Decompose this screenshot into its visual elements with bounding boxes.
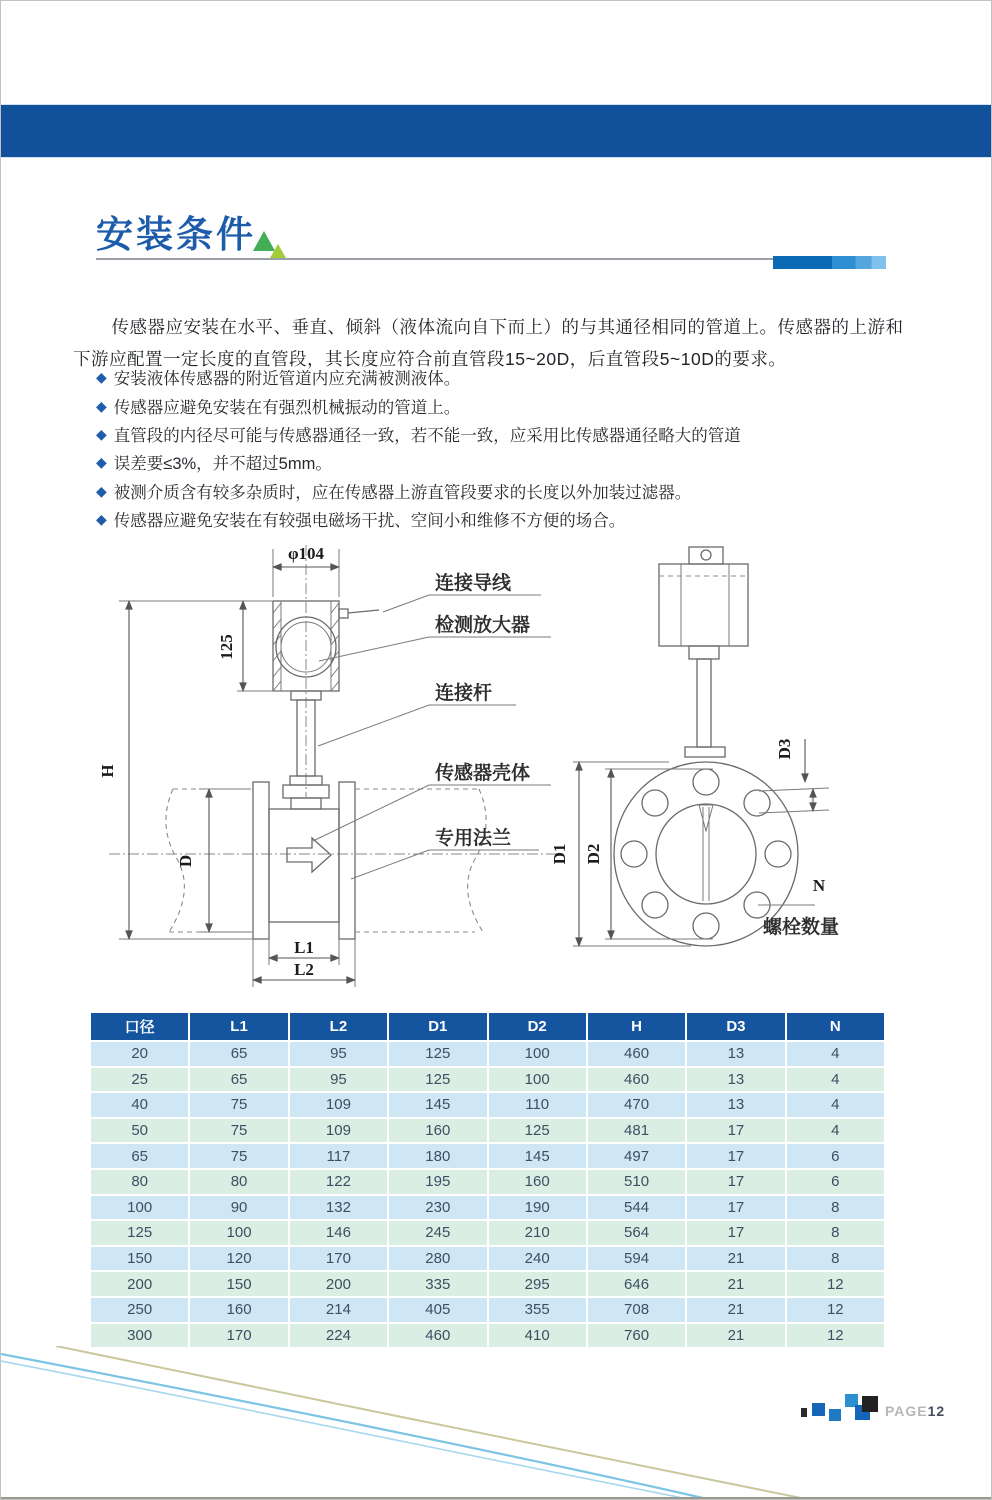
installation-diagram [91,539,906,994]
table-cell: 4 [787,1093,884,1117]
table-cell: 100 [190,1221,287,1245]
table-cell: 65 [91,1144,188,1168]
table-cell: 13 [687,1068,784,1092]
diamond-bullet-icon: ◆ [96,397,107,414]
table-cell: 8 [787,1247,884,1271]
dim-L1: L1 [294,938,314,957]
page-number: 12 [927,1403,946,1419]
table-cell: 355 [489,1298,586,1322]
table-cell: 6 [787,1170,884,1194]
label-detection-amplifier: 检测放大器 [435,615,531,636]
page-label: PAGE [885,1403,928,1419]
spec-table-head [91,1013,884,1040]
table-row [91,1324,884,1348]
column-header: D2 [489,1013,586,1040]
table-cell: 65 [190,1042,287,1066]
bullet-item [96,420,926,448]
header-row [91,1013,884,1040]
table-cell: 170 [290,1247,387,1271]
table-cell: 145 [489,1144,586,1168]
pixel-square-icon [829,1409,841,1421]
table-cell: 190 [489,1196,586,1220]
title-divider [96,258,774,260]
table-cell: 335 [389,1272,486,1296]
table-cell: 75 [190,1093,287,1117]
column-header: N [787,1013,884,1040]
table-cell: 8 [787,1221,884,1245]
table-cell: 100 [91,1196,188,1220]
table-cell: 120 [190,1247,287,1271]
table-cell: 122 [290,1170,387,1194]
table-cell: 470 [588,1093,685,1117]
table-cell: 17 [687,1119,784,1143]
table-cell: 510 [588,1170,685,1194]
table-cell: 145 [389,1093,486,1117]
bullet-item [96,448,926,476]
table-cell: 760 [588,1324,685,1348]
column-header: L1 [190,1013,287,1040]
table-cell: 564 [588,1221,685,1245]
table-cell: 125 [91,1221,188,1245]
bullet-text: 传感器应避免安装在有强烈机械振动的管道上。 [113,398,461,417]
table-cell: 405 [389,1298,486,1322]
table-cell: 240 [489,1247,586,1271]
table-cell: 160 [389,1119,486,1143]
label-connecting-rod: 连接杆 [435,683,493,704]
table-cell: 481 [588,1119,685,1143]
dim-D3: D3 [775,738,794,760]
intro-paragraph: 传感器应安装在水平、垂直、倾斜（液体流向自下而上）的与其通径相同的管道上。传感器的上游和下游应配置一定长度的直管段，其长度应符合前直管段15~20D，后直管段5~10D的要求。 [73,316,904,369]
table-cell: 17 [687,1170,784,1194]
dim-N: N [812,876,826,895]
table-cell: 109 [290,1093,387,1117]
table-cell: 12 [787,1298,884,1322]
table-cell: 117 [290,1144,387,1168]
table-cell: 75 [190,1144,287,1168]
table-row [91,1272,884,1296]
dim-125: 125 [217,634,236,660]
table-cell: 100 [489,1042,586,1066]
dim-phi104: φ104 [287,544,325,563]
bullet-text: 安装液体传感器的附近管道内应充满被测液体。 [113,370,461,389]
table-cell: 214 [290,1298,387,1322]
table-cell: 95 [290,1068,387,1092]
table-cell: 13 [687,1042,784,1066]
dim-L2: L2 [294,960,314,979]
section-title: 安装条件 [96,215,256,256]
top-blue-banner [1,104,991,158]
side-view-drawing [98,544,561,987]
pixel-square-icon [801,1408,807,1417]
table-cell: 21 [687,1298,784,1322]
table-cell: 110 [489,1093,586,1117]
dim-D: D [176,854,195,868]
label-connecting-wire: 连接导线 [435,573,512,594]
table-cell: 95 [290,1042,387,1066]
table-cell: 21 [687,1272,784,1296]
column-header: H [588,1013,685,1040]
bullet-item [96,505,926,533]
table-row [91,1068,884,1092]
table-cell: 90 [190,1196,287,1220]
bullet-item [96,363,926,391]
table-cell: 4 [787,1068,884,1092]
table-cell: 146 [290,1221,387,1245]
table-cell: 17 [687,1196,784,1220]
table-cell: 594 [588,1247,685,1271]
table-cell: 544 [588,1196,685,1220]
table-cell: 21 [687,1247,784,1271]
bullet-text: 直管段的内径尽可能与传感器通径一致，若不能一致，应采用比传感器通径略大的管道 [113,426,741,445]
table-cell: 300 [91,1324,188,1348]
spec-table [89,1011,886,1349]
diamond-bullet-icon: ◆ [96,482,107,499]
table-cell: 150 [190,1272,287,1296]
table-cell: 4 [787,1042,884,1066]
table-cell: 6 [787,1144,884,1168]
diamond-bullet-icon: ◆ [96,369,107,386]
table-cell: 497 [588,1144,685,1168]
diamond-bullet-icon: ◆ [96,454,107,471]
table-cell: 65 [190,1068,287,1092]
table-cell: 100 [489,1068,586,1092]
title-triangle-small-icon [270,244,286,258]
table-cell: 200 [290,1272,387,1296]
dim-H: H [98,764,117,778]
table-cell: 646 [588,1272,685,1296]
dim-D2: D2 [584,843,603,865]
table-row [91,1298,884,1322]
table-cell: 170 [190,1324,287,1348]
spec-table-body [91,1042,884,1347]
table-cell: 245 [389,1221,486,1245]
table-cell: 20 [91,1042,188,1066]
table-cell: 150 [91,1247,188,1271]
table-cell: 12 [787,1272,884,1296]
table-cell: 295 [489,1272,586,1296]
table-cell: 75 [190,1119,287,1143]
pixel-square-icon [862,1396,878,1412]
front-view-drawing [550,547,839,946]
table-cell: 460 [588,1068,685,1092]
table-row [91,1221,884,1245]
table-row [91,1144,884,1168]
bullet-item [96,391,926,419]
label-special-flange: 专用法兰 [435,828,512,849]
table-cell: 80 [190,1170,287,1194]
label-sensor-housing: 传感器壳体 [435,763,531,784]
table-cell: 708 [588,1298,685,1322]
table-cell: 132 [290,1196,387,1220]
table-cell: 230 [389,1196,486,1220]
table-cell: 224 [290,1324,387,1348]
table-row [91,1093,884,1117]
table-cell: 460 [389,1324,486,1348]
column-header: D1 [389,1013,486,1040]
bullet-text: 误差要≤3%，并不超过5mm。 [113,455,332,474]
table-cell: 180 [389,1144,486,1168]
bullet-item [96,477,926,505]
table-row [91,1247,884,1271]
table-cell: 50 [91,1119,188,1143]
table-row [91,1042,884,1066]
table-cell: 160 [489,1170,586,1194]
table-cell: 125 [389,1042,486,1066]
label-bolt-count: 螺栓数量 [763,917,840,938]
table-cell: 4 [787,1119,884,1143]
table-cell: 460 [588,1042,685,1066]
pixel-square-icon [812,1403,825,1416]
table-cell: 21 [687,1324,784,1348]
section-header [96,215,256,261]
column-header: 口径 [91,1013,188,1040]
table-cell: 280 [389,1247,486,1271]
table-cell: 210 [489,1221,586,1245]
table-cell: 125 [389,1068,486,1092]
table-cell: 195 [389,1170,486,1194]
table-row [91,1196,884,1220]
column-header: D3 [687,1013,784,1040]
table-cell: 200 [91,1272,188,1296]
table-cell: 40 [91,1093,188,1117]
bullet-text: 传感器应避免安装在有较强电磁场干扰、空间小和维修不方便的场合。 [113,512,626,531]
bullet-list [96,363,926,533]
table-cell: 17 [687,1144,784,1168]
table-cell: 8 [787,1196,884,1220]
bullet-text: 被测介质含有较多杂质时，应在传感器上游直管段要求的长度以外加装过滤器。 [113,483,692,502]
table-cell: 250 [91,1298,188,1322]
table-cell: 109 [290,1119,387,1143]
table-cell: 13 [687,1093,784,1117]
diamond-bullet-icon: ◆ [96,511,107,528]
table-cell: 160 [190,1298,287,1322]
table-row [91,1170,884,1194]
dim-D1: D1 [550,843,569,865]
table-cell: 17 [687,1221,784,1245]
table-cell: 410 [489,1324,586,1348]
title-accent-bar [773,256,886,269]
table-cell: 25 [91,1068,188,1092]
table-cell: 125 [489,1119,586,1143]
page-indicator [799,1391,949,1427]
table-row [91,1119,884,1143]
diamond-bullet-icon: ◆ [96,425,107,442]
column-header: L2 [290,1013,387,1040]
table-cell: 80 [91,1170,188,1194]
table-cell: 12 [787,1324,884,1348]
